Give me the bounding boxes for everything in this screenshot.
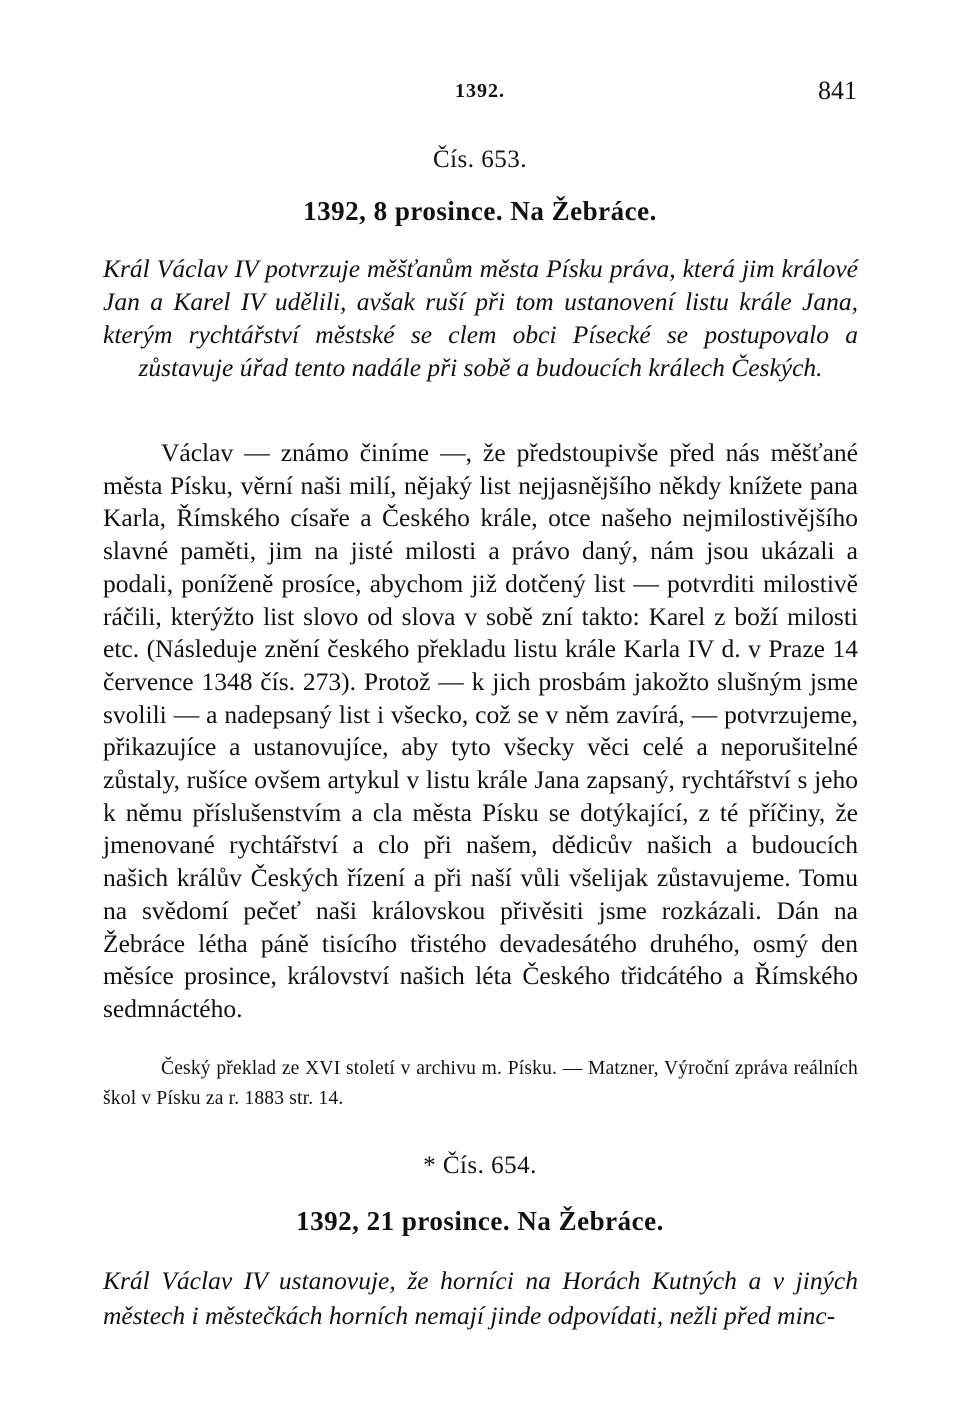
running-header-year: 1392.	[455, 80, 505, 102]
document-date-654: 1392, 21 prosince. Na Žebráce.	[296, 1206, 664, 1236]
document-date-653: 1392, 8 prosince. Na Žebráce.	[303, 196, 657, 226]
source-note-653: Český překlad ze XVI století v archivu m. Písku. — Matzner, Výroční zpráva reálních škol v Písku za r. 1883 str. 14.	[103, 1058, 858, 1109]
page-number: 841	[818, 76, 857, 105]
document-body-653: Václav — známo činíme —, že předstoupivše před nás měšťané města Písku, věrní naši milí, nějaký list nejjasnějšího někdy knížete pana Karla, Římského císaře a Českého krále, otce našeho nejmilostivějšího slavné paměti, jim na jisté milosti a právo daný, nám jsou ukázali a podali, poníženě prosíce, abychom již dotčený list — potvrditi milostivě ráčili, kterýžto list slovo od slova v sobě zní takto: Karel z boží milosti etc. (Následuje znění českého překladu listu krále Karla IV d. v Praze 14 července 1348 čís. 273). Protož — k jich prosbám jakožto slušným jsme svolili — a nadepsaný list i všecko, což se v něm zavírá, — potvrzujeme, přikazujíce a ustanovujíce, aby tyto všecky věci celé a neporušitelné zůstaly, rušíce ovšem artykul v listu krále Jana zapsaný, rychtářství s jeho k němu příslušenstvím a cla města Písku se dotýkající, z té příčiny, že jmenované rychtářství a clo při našem, dědicův našich a budoucích našich králův Českých řízení a při naší vůli všelijak zůstavujeme. Tomu na svědomí pečeť naši královskou přivěsiti jsme rozkázali. Dán na Žebráce létha páně tisícího třistého devadesátého druhého, osmý den měsíce prosince, království našich léta Českého třidcátého a Římského sedmnáctého.	[103, 438, 858, 1023]
regest-653: Král Václav IV potvrzuje měšťanům města Písku práva, která jim králové Jan a Karel IV udělili, avšak ruší při tom ustanovení listu krále Jana, kterým rychtářství městské se clem obci Písecké se postupovalo a zůstavuje úřad tento nadále při sobě a budoucích králech Českých.	[103, 254, 858, 382]
regest-654: Král Václav IV ustanovuje, že horníci na Horách Kutných a v jiných městech i městečkách horních nemají jinde odpovídati, nežli před minc-	[103, 1266, 858, 1330]
document-number-654: * Čís. 654.	[423, 1152, 537, 1179]
document-number-653: Čís. 653.	[432, 146, 528, 173]
